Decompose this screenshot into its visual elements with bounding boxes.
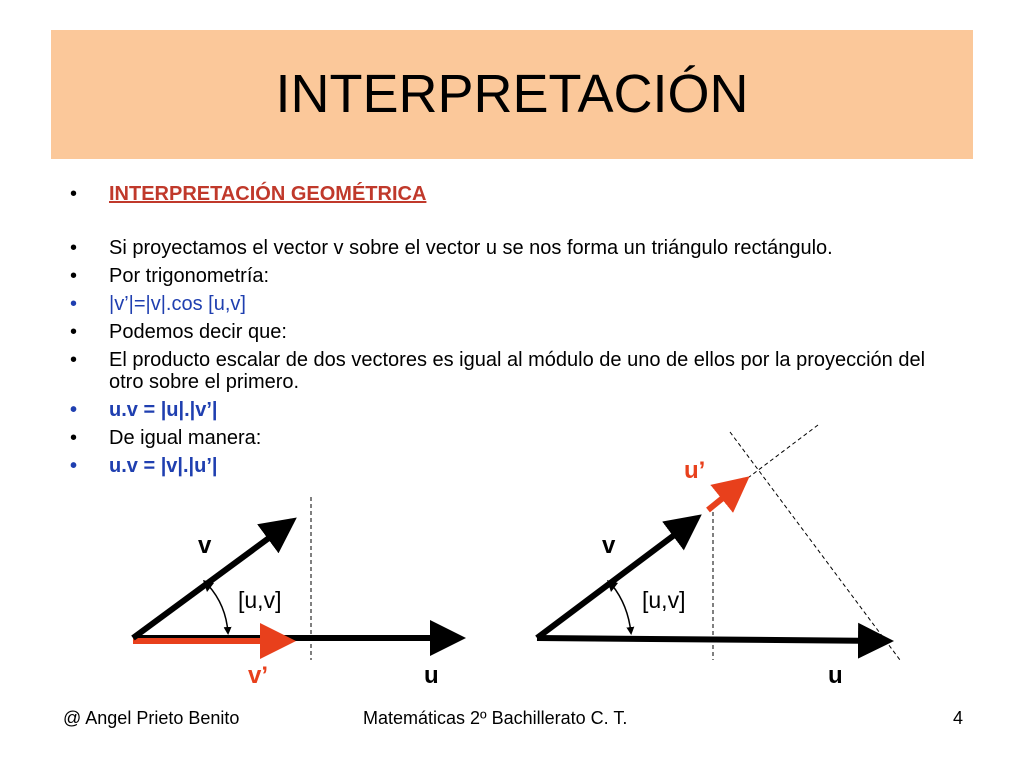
angle-arc	[612, 585, 631, 633]
bullet-dot: •	[70, 349, 78, 371]
vector-v-arrow	[537, 518, 697, 638]
formula-text: u.v = |u|.|v’|	[109, 399, 218, 421]
footer-course: Matemáticas 2º Bachillerato C. T.	[363, 708, 628, 728]
formula-text: u.v = |v|.|u’|	[109, 455, 218, 477]
bullet-dot: •	[70, 265, 78, 287]
footer-author: @ Angel Prieto Benito	[63, 708, 240, 728]
section-heading: INTERPRETACIÓN GEOMÉTRICA	[109, 183, 427, 205]
bullet-text: Si proyectamos el vector v sobre el vector u se nos forma un triángulo rectángulo.	[109, 237, 833, 259]
bullet-dot: •	[70, 399, 78, 421]
label-u: u	[828, 662, 843, 689]
bullet-dot: •	[70, 293, 78, 315]
bullet-text: De igual manera:	[109, 427, 262, 449]
left-diagram	[133, 497, 460, 689]
label-angle: [u,v]	[642, 587, 686, 613]
bullet-dot: •	[70, 183, 78, 205]
label-u-prime: u’	[684, 457, 706, 484]
angle-arc	[208, 585, 228, 633]
label-angle: [u,v]	[238, 587, 282, 613]
label-v-prime: v’	[248, 662, 269, 689]
vector-u-arrow	[537, 638, 888, 641]
projection-u-prime-arrow	[708, 480, 745, 510]
bullet-text: El producto escalar de dos vectores es igual al módulo de uno de ellos por la proyección del otro sobre el primero.	[109, 349, 926, 393]
slide-title: INTERPRETACIÓN	[275, 64, 749, 124]
label-v: v	[198, 532, 212, 559]
vector-v-arrow	[133, 521, 292, 638]
right-diagram	[537, 425, 900, 689]
formula-text: |v’|=|v|.cos [u,v]	[109, 293, 246, 315]
bullet-dot: •	[70, 237, 78, 259]
bullet-dot: •	[70, 321, 78, 343]
label-u: u	[424, 662, 439, 689]
bullet-dot: •	[70, 455, 78, 477]
bullet-dot: •	[70, 427, 78, 449]
label-v: v	[602, 532, 616, 559]
bullet-text: Podemos decir que:	[109, 321, 287, 343]
dashed-line-diagonal-a	[730, 432, 900, 660]
bullet-text: Por trigonometría:	[109, 265, 270, 287]
footer-page-number: 4	[953, 708, 964, 728]
